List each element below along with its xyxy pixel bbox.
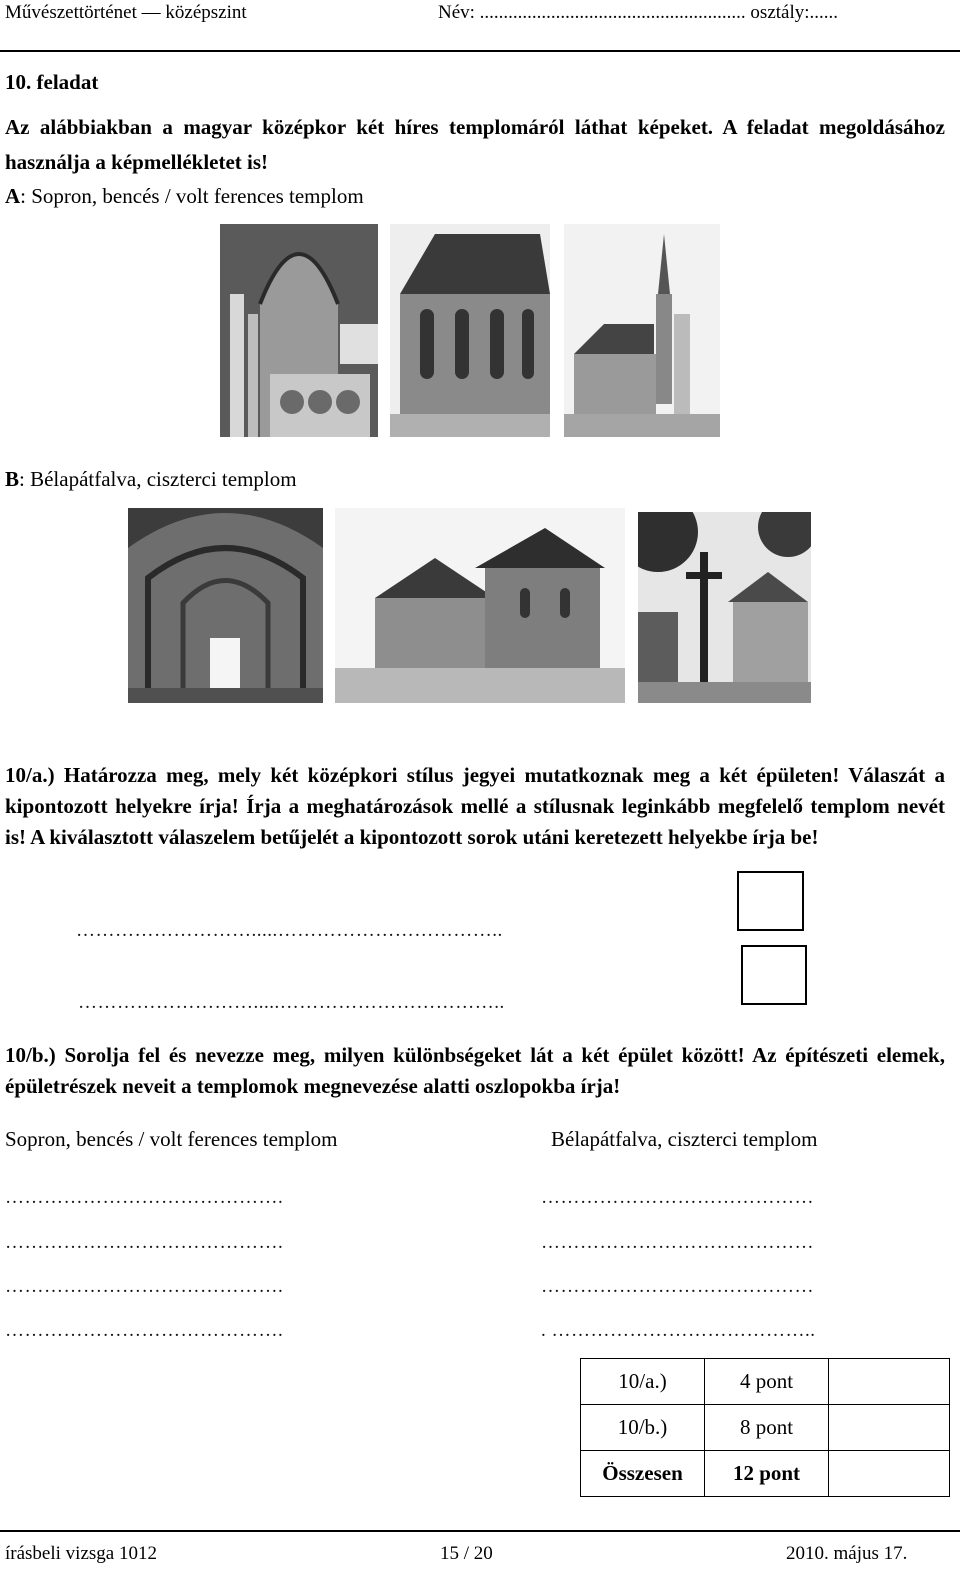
- caption-a: [5, 184, 364, 209]
- score-table: [580, 1358, 950, 1497]
- belapatfalva-vaulted-nave-photo: [128, 508, 323, 703]
- caption-a-text: : Sopron, bencés / volt ferences templom: [20, 184, 364, 208]
- caption-b: [5, 467, 297, 492]
- footer-date: 2010. május 17.: [786, 1543, 908, 1564]
- column-right-line[interactable]: ……………………………………: [541, 1187, 814, 1208]
- score-earned-cell[interactable]: [829, 1405, 950, 1451]
- task-intro: Az alábbiakban a magyar középkor két híres templomáról láthat képeket. A feladat megoldásához használja a képmellékletet is!: [5, 115, 945, 174]
- score-label: 10/a.): [581, 1359, 705, 1405]
- question-b: [5, 1040, 945, 1102]
- score-label: 10/b.): [581, 1405, 705, 1451]
- column-left-line[interactable]: …………………………………….: [5, 1187, 284, 1208]
- column-right-line[interactable]: ……………………………………: [541, 1276, 814, 1297]
- sopron-church-tower-square-photo: [564, 224, 720, 437]
- sopron-gothic-interior-photo: [220, 224, 378, 437]
- question-a-label: 10/a.): [5, 763, 55, 787]
- column-left-title: Sopron, bencés / volt ferences templom: [5, 1127, 338, 1151]
- column-left-line[interactable]: …………………………………….: [5, 1232, 284, 1253]
- task-title: 10. feladat: [5, 70, 99, 94]
- sopron-gothic-church-exterior-photo: [390, 224, 550, 437]
- score-points: 8 pont: [705, 1405, 829, 1451]
- column-right-line[interactable]: ……………………………………: [541, 1232, 814, 1253]
- caption-a-letter: A: [5, 184, 21, 208]
- question-b-label: 10/b.): [5, 1043, 56, 1067]
- belapatfalva-cross-and-facade-photo: [638, 512, 811, 703]
- column-left-line[interactable]: …………………………………….: [5, 1320, 284, 1341]
- answer-line-1[interactable]: ……………………….....……………………………..: [76, 920, 503, 941]
- column-right-title: Bélapátfalva, ciszterci templom: [551, 1127, 818, 1151]
- answer-box-2[interactable]: [741, 945, 807, 1005]
- answer-box-1[interactable]: [737, 871, 804, 931]
- footer-page-number: 15 / 20: [440, 1543, 493, 1564]
- score-label: Összesen: [581, 1451, 705, 1497]
- score-row: [581, 1451, 950, 1497]
- score-earned-cell[interactable]: [829, 1359, 950, 1405]
- question-b-text: Sorolja fel és nevezze meg, milyen különbségeket lát a két épület között! Az építészeti elemek, épületrészek neveit a templomok megnevezése alatti oszlopokba írja!: [5, 1043, 945, 1098]
- footer-rule: [0, 1530, 960, 1532]
- header-name-field: Név: ........................................................ osztály:......: [438, 2, 839, 23]
- question-a: [5, 760, 945, 853]
- column-right-line[interactable]: . …………………………………..: [541, 1320, 816, 1341]
- caption-b-letter: B: [5, 467, 20, 491]
- belapatfalva-romanesque-church-photo: [335, 508, 625, 703]
- score-points: 12 pont: [705, 1451, 829, 1497]
- header-rule: [0, 50, 960, 52]
- question-a-text: Határozza meg, mely két középkori stílus jegyei mutatkoznak meg a két épületen! Válaszát a kipontozott helyekre írja! Írja a meghatározások mellé a stílusnak leginkább megfelelő templom nevét is! A kiválasztott válaszelem betűjelét a kipontozott sorok utáni keretezett helyekbe írja be!: [5, 763, 945, 849]
- answer-line-2[interactable]: ……………………….....……………………………..: [78, 992, 505, 1013]
- score-row: [581, 1359, 950, 1405]
- caption-b-text: : Bélapátfalva, ciszterci templom: [19, 467, 297, 491]
- score-row: [581, 1405, 950, 1451]
- footer-left: írásbeli vizsga 1012: [5, 1543, 157, 1564]
- score-points: 4 pont: [705, 1359, 829, 1405]
- column-left-line[interactable]: …………………………………….: [5, 1276, 284, 1297]
- header-subject: Művészettörténet — középszint: [5, 2, 247, 23]
- score-earned-cell[interactable]: [829, 1451, 950, 1497]
